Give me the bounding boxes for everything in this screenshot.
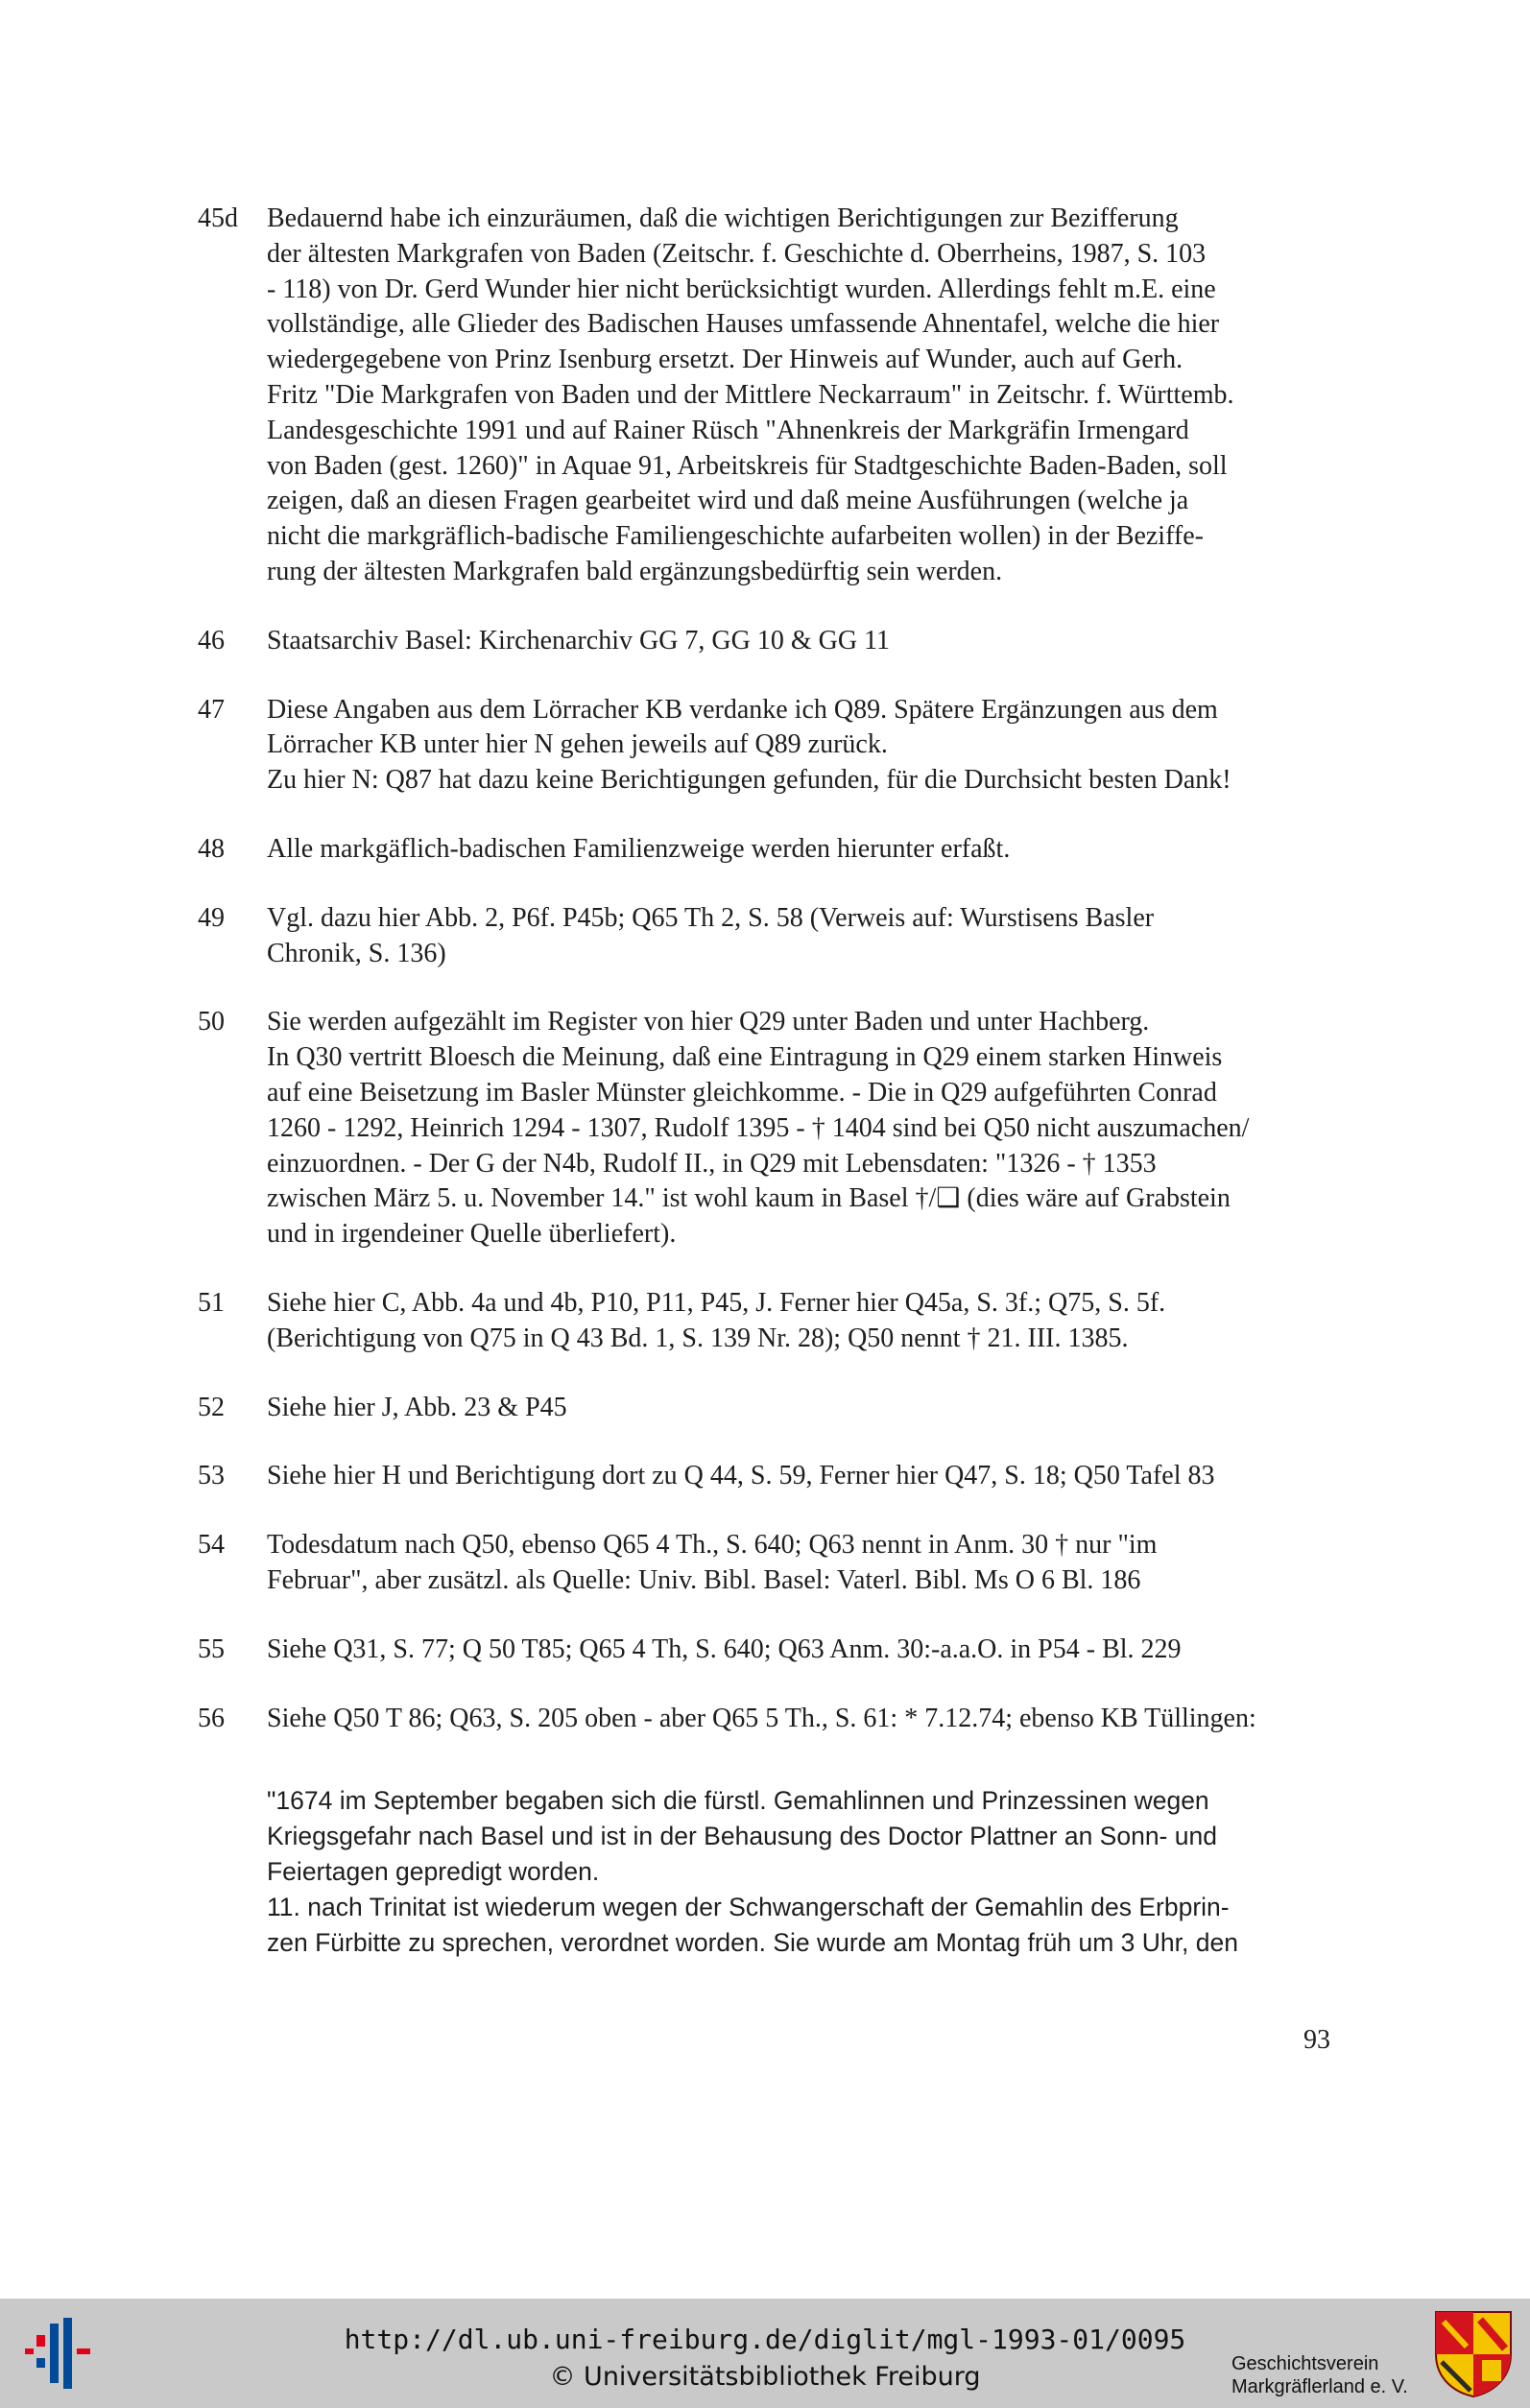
footnote-line: 1260 - 1292, Heinrich 1294 - 1307, Rudolf 1395 - † 1404 sind bei Q50 nicht auszumachen/ bbox=[267, 1112, 1250, 1143]
publisher-name-line1: Geschichtsverein bbox=[1231, 2353, 1379, 2374]
footnote-line: auf eine Beisetzung im Basler Münster gleichkomme. - Die in Q29 aufgeführten Conrad bbox=[267, 1077, 1217, 1108]
footnote-line: und in irgendeiner Quelle überliefert). bbox=[267, 1219, 677, 1250]
footnote-number: 52 bbox=[198, 1392, 225, 1422]
quote-line: Feiertagen gepredigt worden. bbox=[267, 1857, 600, 1886]
footnote-line: Zu hier N: Q87 hat dazu keine Berichtigungen gefunden, für die Durchsicht besten Dank! bbox=[267, 765, 1231, 796]
footnote-line: Siehe Q50 T 86; Q63, S. 205 oben - aber Q65 5 Th., S. 61: * 7.12.74; ebenso KB Tüllingen: bbox=[267, 1703, 1256, 1733]
publisher-name bbox=[1231, 2352, 1408, 2398]
footnote-line: Chronik, S. 136) bbox=[267, 938, 446, 968]
footnote-line: Fritz "Die Markgrafen von Baden und der Mittlere Neckarraum" in Zeitschr. f. Württemb. bbox=[267, 379, 1234, 410]
footnote-text bbox=[267, 832, 1330, 868]
footnotes-list bbox=[198, 202, 1330, 1770]
footnote-53 bbox=[198, 1459, 1330, 1494]
footnote-line: (Berichtigung von Q75 in Q 43 Bd. 1, S. 139 Nr. 28); Q50 nennt † 21. III. 1385. bbox=[267, 1323, 1129, 1353]
footnote-51 bbox=[198, 1286, 1330, 1357]
footnote-line: Siehe hier H und Berichtigung dort zu Q 44, S. 59, Ferner hier Q47, S. 18; Q50 Tafel 83 bbox=[267, 1461, 1215, 1491]
publisher-name-line2: Markgräflerland e. V. bbox=[1231, 2376, 1408, 2397]
footnote-line: Februar", aber zusätzl. als Quelle: Univ. Bibl. Basel: Vaterl. Bibl. Ms O 6 Bl. 186 bbox=[267, 1564, 1141, 1595]
footnote-line: von Baden (gest. 1260)" in Aquae 91, Arbeitskreis für Stadtgeschichte Baden-Baden, soll bbox=[267, 450, 1228, 481]
footnote-48 bbox=[198, 832, 1330, 868]
footnote-49 bbox=[198, 901, 1330, 972]
footnote-56 bbox=[198, 1702, 1330, 1737]
footnote-line: Lörracher KB unter hier N gehen jeweils auf Q89 zurück. bbox=[267, 729, 888, 760]
footnote-text bbox=[267, 1702, 1330, 1737]
quoted-church-record bbox=[267, 1783, 1330, 1961]
footnote-line: der ältesten Markgrafen von Baden (Zeitschr. f. Geschichte d. Oberrheins, 1987, S. 103 bbox=[267, 238, 1207, 269]
footnote-line: Bedauernd habe ich einzuräumen, daß die wichtigen Berichtigungen zur Bezifferung bbox=[267, 203, 1179, 233]
footnote-text bbox=[267, 693, 1330, 799]
footnote-text bbox=[267, 901, 1330, 972]
footnote-number: 49 bbox=[198, 902, 225, 933]
footnote-47 bbox=[198, 693, 1330, 799]
footnote-line: Sie werden aufgezählt im Register von hier Q29 unter Baden und unter Hachberg. bbox=[267, 1007, 1150, 1037]
footnote-line: wiedergegebene von Prinz Isenburg ersetzt. Der Hinweis auf Wunder, auch auf Gerh. bbox=[267, 345, 1183, 375]
footnote-line: Siehe hier J, Abb. 23 & P45 bbox=[267, 1392, 567, 1422]
footnote-text bbox=[267, 1459, 1330, 1494]
coat-of-arms-icon bbox=[1434, 2310, 1513, 2398]
footnote-number: 54 bbox=[198, 1530, 225, 1561]
quote-line: Kriegsgefahr nach Basel und ist in der Behausung des Doctor Plattner an Sonn- und bbox=[267, 1822, 1217, 1850]
footnote-line: rung der ältesten Markgrafen bald ergänzungsbedürftig sein werden. bbox=[267, 556, 1003, 586]
quote-line: zen Fürbitte zu sprechen, verordnet worden. Sie wurde am Montag früh um 3 Uhr, den bbox=[267, 1928, 1238, 1957]
footnote-number: 51 bbox=[198, 1287, 225, 1318]
footnote-text bbox=[267, 202, 1330, 590]
footnote-line: zeigen, daß an diesen Fragen gearbeitet wird und daß meine Ausführungen (welche ja bbox=[267, 486, 1189, 516]
footnote-number: 46 bbox=[198, 625, 225, 656]
footnote-number: 55 bbox=[198, 1633, 225, 1664]
footnote-54 bbox=[198, 1528, 1330, 1599]
footnote-line: Siehe Q31, S. 77; Q 50 T85; Q65 4 Th, S. 640; Q63 Anm. 30:-a.a.O. in P54 - Bl. 229 bbox=[267, 1633, 1182, 1664]
footnote-46 bbox=[198, 624, 1330, 659]
footnote-45d bbox=[198, 202, 1330, 590]
footnote-line: vollständige, alle Glieder des Badischen Hauses umfassende Ahnentafel, welche die hier bbox=[267, 309, 1220, 340]
footnote-line: Diese Angaben aus dem Lörracher KB verdanke ich Q89. Spätere Ergänzungen aus dem bbox=[267, 694, 1218, 725]
footnote-text bbox=[267, 1286, 1330, 1357]
viewer-footer bbox=[0, 2299, 1530, 2408]
footnote-55 bbox=[198, 1633, 1330, 1668]
quote-line: 11. nach Trinitat ist wiederum wegen der Schwangerschaft der Gemahlin des Erbprin- bbox=[267, 1893, 1230, 1921]
footnote-text bbox=[267, 624, 1330, 659]
footnote-line: Landesgeschichte 1991 und auf Rainer Rüsch "Ahnenkreis der Markgräfin Irmengard bbox=[267, 415, 1189, 445]
footnote-number: 56 bbox=[198, 1703, 225, 1733]
footnote-number: 50 bbox=[198, 1007, 225, 1037]
footnote-52 bbox=[198, 1391, 1330, 1426]
footnote-line: Alle markgäflich-badischen Familienzweige werden hierunter erfaßt. bbox=[267, 833, 1011, 864]
copyright-notice: © Universitätsbibliothek Freiburg bbox=[549, 2362, 981, 2392]
footnote-number: 45d bbox=[198, 203, 238, 233]
footnote-text bbox=[267, 1633, 1330, 1668]
footnote-text bbox=[267, 1528, 1330, 1599]
document-url-link[interactable]: http://dl.ub.uni-freiburg.de/diglit/mgl-1993-01/0095 bbox=[344, 2324, 1186, 2355]
footnote-text bbox=[267, 1005, 1330, 1252]
footnote-line: In Q30 vertritt Bloesch die Meinung, daß eine Eintragung in Q29 einem starken Hinweis bbox=[267, 1042, 1223, 1073]
footnote-50 bbox=[198, 1005, 1330, 1252]
footnote-line: Vgl. dazu hier Abb. 2, P6f. P45b; Q65 Th 2, S. 58 (Verweis auf: Wurstisens Basler bbox=[267, 902, 1155, 933]
footnote-text bbox=[267, 1391, 1330, 1426]
footnote-line: nicht die markgräflich-badische Familiengeschichte aufarbeiten wollen) in der Beziffe- bbox=[267, 521, 1204, 552]
quote-line: "1674 im September begaben sich die fürstl. Gemahlinnen und Prinzessinen wegen bbox=[267, 1786, 1209, 1815]
footnote-number: 48 bbox=[198, 833, 225, 864]
footnote-number: 47 bbox=[198, 694, 225, 725]
footnote-line: Siehe hier C, Abb. 4a und 4b, P10, P11, P45, J. Ferner hier Q45a, S. 3f.; Q75, S. 5f. bbox=[267, 1287, 1166, 1318]
footnote-line: Todesdatum nach Q50, ebenso Q65 4 Th., S. 640; Q63 nennt in Anm. 30 † nur "im bbox=[267, 1530, 1158, 1561]
footnote-line: einzuordnen. - Der G der N4b, Rudolf II., in Q29 mit Lebensdaten: "1326 - † 1353 bbox=[267, 1148, 1157, 1179]
footnote-number: 53 bbox=[198, 1461, 225, 1491]
footnote-line: zwischen März 5. u. November 14." ist wohl kaum in Basel †/❑ (dies wäre auf Grabstein bbox=[267, 1183, 1231, 1214]
page-number: 93 bbox=[1303, 2025, 1330, 2055]
footnote-line: - 118) von Dr. Gerd Wunder hier nicht berücksichtigt wurden. Allerdings fehlt m.E. eine bbox=[267, 274, 1216, 304]
footnote-line: Staatsarchiv Basel: Kirchenarchiv GG 7, GG 10 & GG 11 bbox=[267, 625, 891, 656]
